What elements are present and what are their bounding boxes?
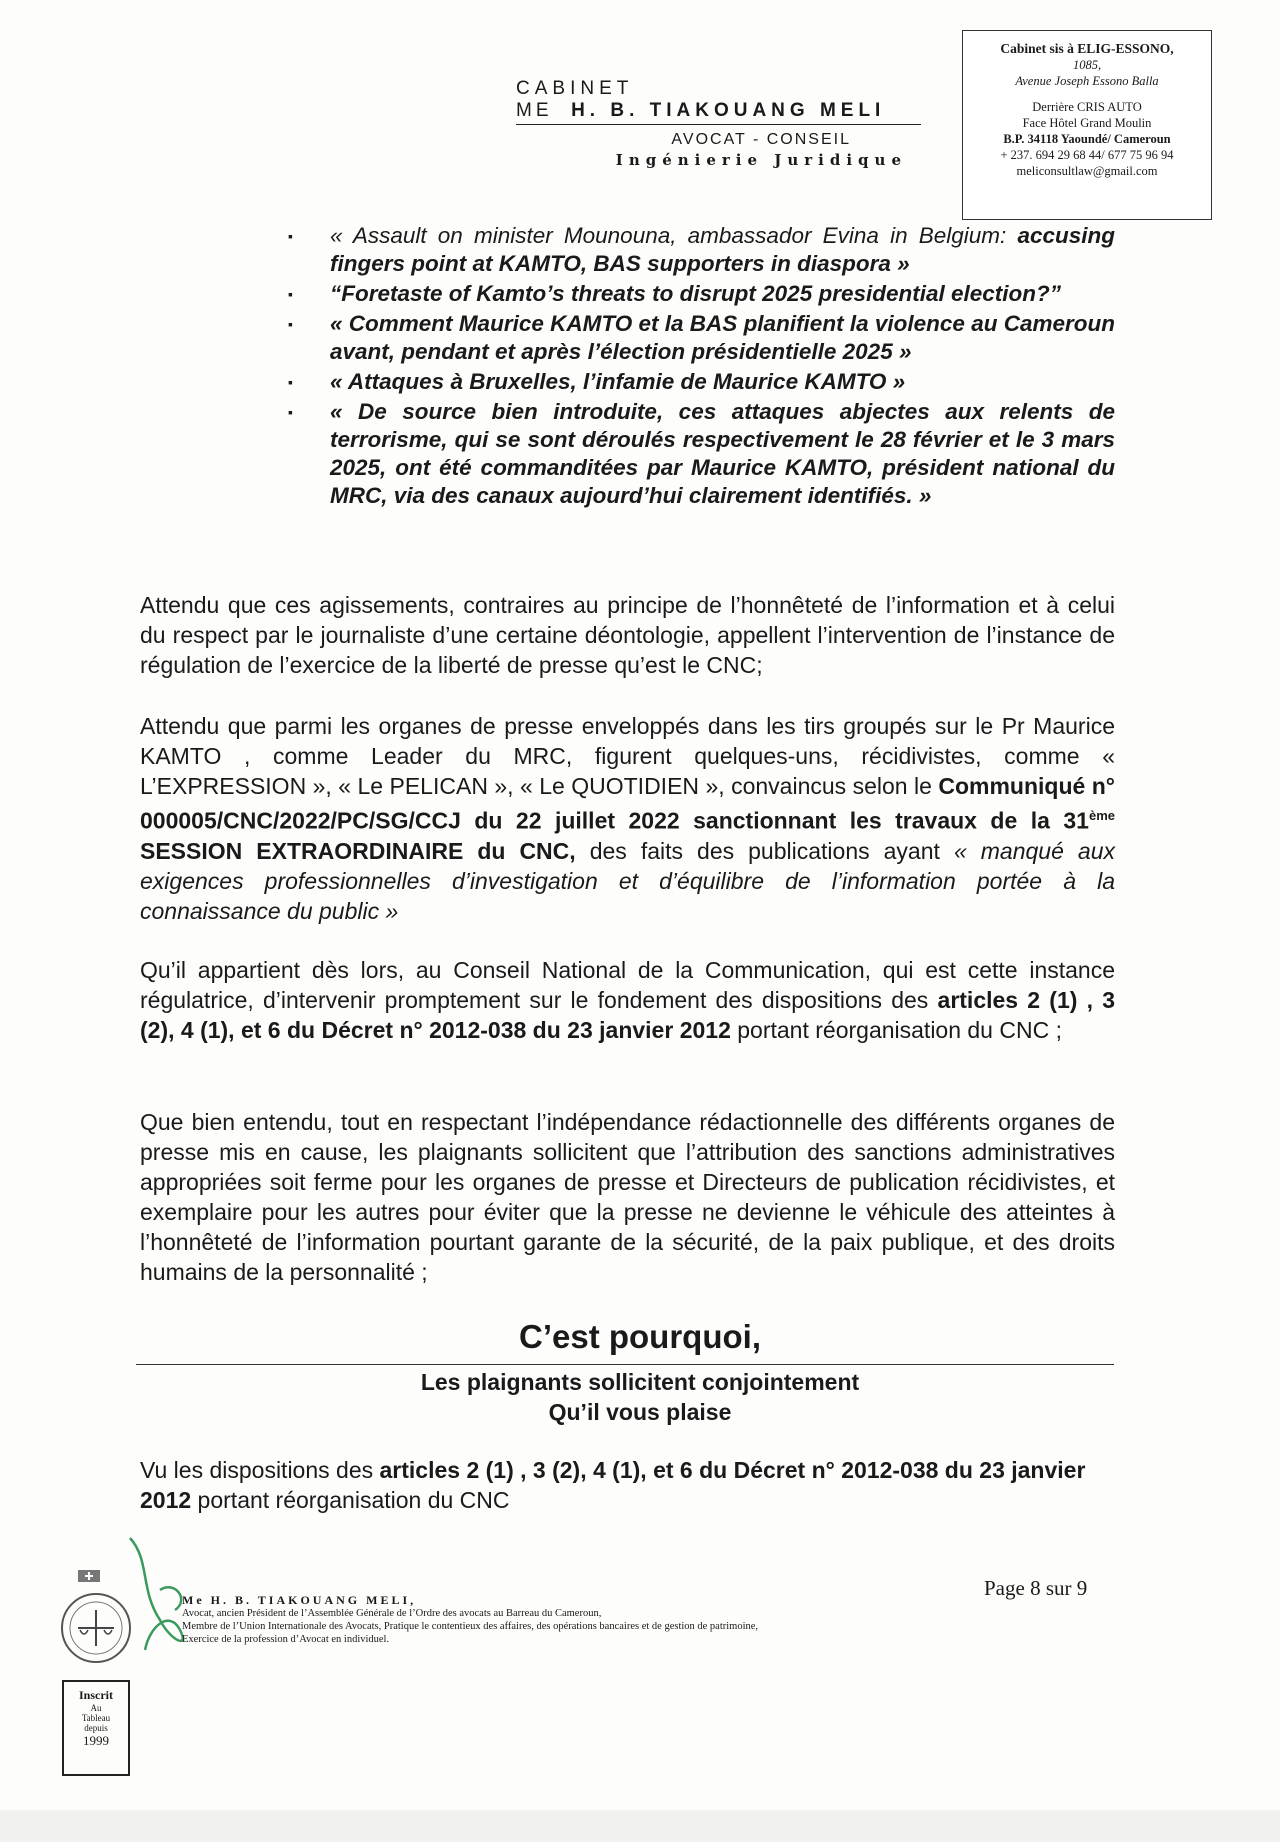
inscrit-stamp [62,1680,130,1776]
footer-line-3: Exercice de la profession d’Avocat en individuel. [182,1634,390,1645]
address-line-3: Avenue Joseph Essono Balla [1015,74,1159,88]
letterhead-name [516,100,921,125]
sollicitent-line: Les plaignants sollicitent conjointement [420,1369,860,1395]
inscrit-year: 1999 [83,1733,109,1748]
paragraph-2-text [140,711,1115,926]
inscrit-label: Inscrit [79,1688,113,1702]
letterhead [516,78,921,169]
footer-line-1: Avocat, ancien Président de l’Assemblée Générale de l’Ordre des avocats au Barreau du Cameroun, [182,1608,602,1619]
quote-item [288,280,1115,308]
paragraph-1 [140,590,1115,680]
footer-name: Me H. B. TIAKOUANG MELI, [182,1593,417,1607]
footer-line-2: Membre de l’Union Internationale des Avocats, Pratique le contentieux des affaires, des opérations bancaires et de gestion de patrimoine, [182,1621,759,1632]
inscrit-sub-3: depuis [84,1723,108,1733]
scan-bottom-edge [0,1810,1280,1842]
inscrit-sub-2: Tableau [81,1713,111,1723]
quote-item [288,368,1115,396]
paragraph-3-articles: articles 2 (1) , 3 (2), 4 (1), et 6 du Décret n° 2012-038 du 23 janvier 2012 [140,987,1115,1043]
address-box [962,30,1212,220]
paragraph-vu-c: portant réorganisation du CNC [191,1487,510,1513]
paragraph-2-quote: « manqué aux exigences professionnelles d’investigation et d’équilibre de l’information portée à la connaissance du public » [140,837,1115,924]
paragraph-2-communique: Communiqué n° 000005/CNC/2022/PC/SG/CCJ du 22 juillet 2022 sanctionnant les travaux de la 31 [140,773,1116,834]
paragraph-vu-a: Vu les dispositions des [140,1457,380,1483]
letterhead-specialty: Ingénierie Juridique [615,151,907,169]
address-bp-label: B.P. [1003,132,1025,146]
paragraph-1-text: Attendu que ces agissements, contraires au principe de l’honnêteté de l’information et à celui du respect par le journaliste d’une certaine déontologie, appellent l’intervention de l’instance de régulation de l’exercice de la liberté de presse qu’est le CNC; [140,592,1115,678]
paragraph-vu-articles: articles 2 (1) , 3 (2), 4 (1), et 6 du Décret n° 2012-038 du 23 janvier 2012 [140,1457,1086,1513]
paragraph-2-session: SESSION EXTRAORDINAIRE du CNC, [140,837,576,864]
quote-item-bold: accusing fingers point at KAMTO, BAS supporters in diaspora » [330,223,1115,276]
paragraph-3 [140,955,1115,1045]
quote-item-bold: « Comment Maurice KAMTO et la BAS planifient la violence au Cameroun avant, pendant et après l’élection présidentielle 2025 » [330,311,1115,364]
footer-credentials [182,1594,922,1646]
quote-list [288,222,1115,510]
address-phone: + 237. 694 29 68 44/ 677 75 96 94 [1000,148,1174,162]
address-line-4: Derrière CRIS AUTO [1032,100,1142,114]
bullet-icon: ▪ [288,286,293,302]
letterhead-profession: AVOCAT - CONSEIL [671,131,851,148]
paragraph-2-d: des faits des publications ayant [575,837,954,864]
paragraph-vu [140,1455,1115,1515]
bullet-icon: ▪ [288,316,293,332]
paragraph-2-a: Attendu que parmi les organes de presse enveloppés dans les tirs groupés sur le Pr Maurice KAMTO , comme Leader du MRC, figurent quelques-uns, récidivistes, comme « L’EXPRESSION », « Le PELICAN », « Le QUOTIDIEN », convaincus selon le [140,713,1115,799]
letterhead-cabinet: CABINET [516,78,634,99]
quote-item [288,310,1115,366]
paragraph-2 [140,711,1115,926]
paragraph-2-sup: ème [1088,808,1115,823]
address-line-2: 1085, [1072,58,1102,72]
quote-item-text: « Assault on minister Mounouna, ambassador Evina in Belgium: [330,223,1018,248]
address-bp [963,131,1211,147]
cest-pourquoi-heading: C’est pourquoi, [519,1318,761,1355]
divider-line [136,1364,1114,1365]
letterhead-name-main: H. B. TIAKOUANG MELI [571,100,886,121]
address-email: meliconsultlaw@gmail.com [1016,164,1158,178]
page-number: Page 8 sur 9 [984,1576,1088,1600]
paragraph-vu-text [140,1455,1115,1515]
quote-item [288,398,1115,510]
bullet-icon: ▪ [288,228,293,244]
inscrit-sub-1: Au [90,1703,102,1713]
plaise-line: Qu’il vous plaise [548,1399,732,1425]
paragraph-4 [140,1107,1115,1287]
paragraph-3-a: Qu’il appartient dès lors, au Conseil National de la Communication, qui est cette instance régulatrice, d’intervenir promptement sur le fondement des dispositions des [140,957,1115,1013]
quote-item-bold: « De source bien introduite, ces attaques abjectes aux relents de terrorisme, qui se sont déroulés respectivement le 28 février et le 3 mars 2025, ont été commanditées par Maurice KAMTO, président national du MRC, via des canaux aujourd’hui clairement identifiés. » [330,399,1115,508]
paragraph-3-c: portant réorganisation du CNC ; [730,1017,1062,1043]
bullet-icon: ▪ [288,404,293,420]
bullet-icon: ▪ [288,374,293,390]
paragraph-4-text: Que bien entendu, tout en respectant l’indépendance rédactionnelle des différents organes de presse mis en cause, les plaignants sollicitent que l’attribution des sanctions administratives appropriées soit ferme pour les organes de presse et Directeurs de publication récidivistes, et exemplaire pour les autres pour éviter que la presse ne devienne le véhicule des atteintes à l’honnêteté de l’information pourtant garante de la sécurité, de la paix publique, et des droits humains de la personnalité ; [140,1109,1115,1285]
quote-item-bold: “Foretaste of Kamto’s threats to disrupt 2025 presidential election?” [330,281,1062,306]
letterhead-name-prefix: ME [516,100,553,121]
address-line-1: Cabinet sis à ELIG-ESSONO, [1000,41,1174,56]
quote-item-bold: « Attaques à Bruxelles, l’infamie de Maurice KAMTO » [330,369,906,394]
quote-item [288,222,1115,278]
address-bp-value: 34118 Yaoundé/ Cameroun [1027,132,1171,146]
address-line-5: Face Hôtel Grand Moulin [1022,116,1152,130]
paragraph-3-text [140,955,1115,1045]
